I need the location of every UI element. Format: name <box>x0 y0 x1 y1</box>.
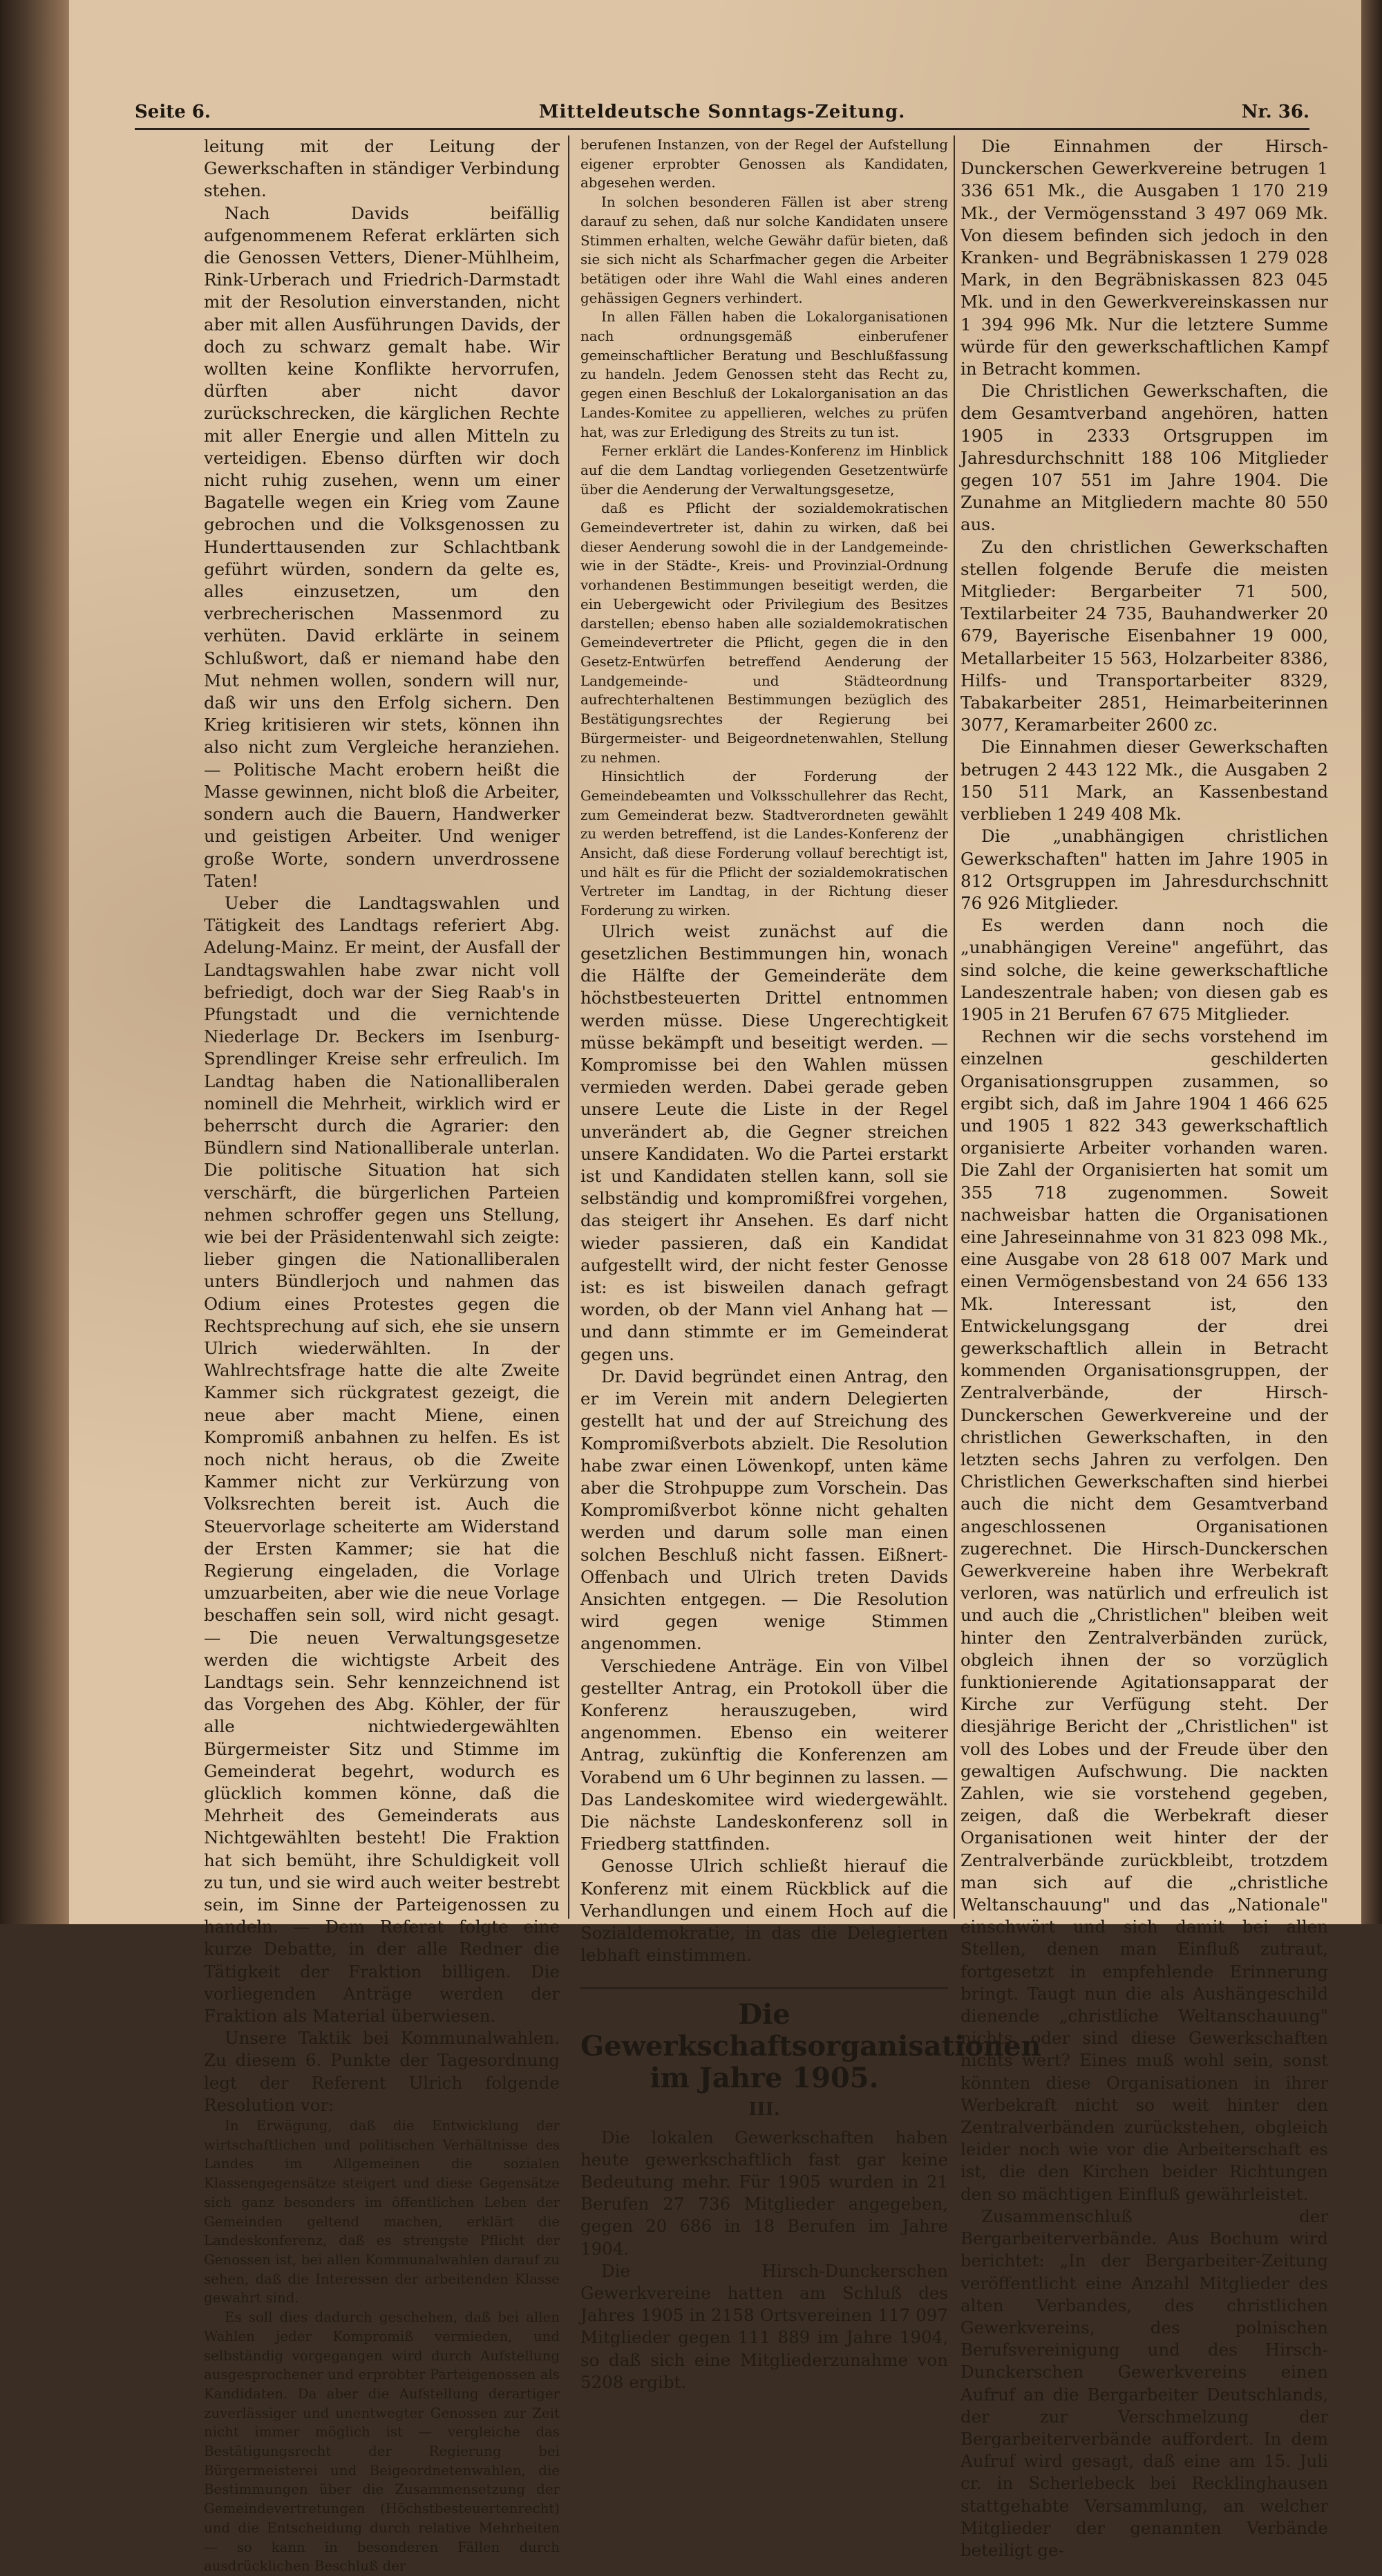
column-1 <box>204 135 560 2576</box>
resolution-text: In allen Fällen haben die Lokalorganisationen nach ordnungsgemäß einberufener gemeinschaftlicher Beratung und Beschlußfassung zu handeln. Jedem Genossen steht das Recht zu, gegen einen Beschluß der Lokalorganisation an das Landes-Komitee zu appellieren, welches zu prüfen hat, was zur Erledigung des Streits zu tun ist. <box>580 309 948 440</box>
resolution-text: daß es Pflicht der sozialdemokratischen Gemeindevertreter ist, dahin zu wirken, daß bei dieser Aenderung sowohl die in der Landgemeinde- wie in der Städte-, Kreis- und Provinzial-Ordnung vorhandenen Bestimmungen beseitigt werden, die ein Uebergewicht oder Privilegium des Besitzes darstellen; ebenso haben alle sozialdemokratischen Gemeindevertreter die Pflicht, gegen die in den Gesetz-Entwürfen betreffend Aenderung der Landgemeinde- und Städteordnung aufrechterhaltenen Bestimmungen bezüglich des Bestätigungsrechtes der Regierung bei Bürgermeister- und Beigeordnetenwahlen, Stellung zu nehmen. <box>580 500 948 766</box>
paragraph: Ueber die Landtagswahlen und Tätigkeit des Landtags referiert Abg. Adelung-Mainz. Er meint, der Ausfall der Landtagswahlen habe zwar nicht voll befriedigt, doch war der Sieg Raab's in Pfungstadt und die vernichtende Niederlage Dr. Beckers im Isenburg-Sprendlinger Kreise sehr erfreulich. Im Landtag haben die Nationalliberalen nominell die Mehrheit, wirklich wird er beherrscht durch die Agrarier: den Bündlern sind Nationalliberale unterlan. Die politische Situation hat sich verschärft, die bürgerlichen Parteien nehmen schroffer gegen uns Stellung, wie bei der Präsidentenwahl sich zeigte: lieber gingen die Nationalliberalen unters Bündlerjoch und nahmen das Odium eines Protestes gegen die Rechtsprechung auf sich, ehe sie unsern Ulrich wiederwählten. In der Wahlrechtsfrage hatte die alte Zweite Kammer sich rückgratest gezeigt, die neue aber macht Miene, einen Kompromiß anbahnen zu helfen. Es ist noch nicht heraus, ob die Zweite Kammer nicht zur Verkürzung von Volksrechten bereit ist. Auch die Steuervorlage scheiterte am Widerstand der Ersten Kammer; sie hat die Regierung eingeladen, die Vorlage umzuarbeiten, aber wie die neue Vorlage beschaffen sein soll, wird nicht gesagt. — Die neuen Verwaltungsgesetze werden die wichtigste Arbeit des Landtags sein. Sehr kennzeichnend ist das Vorgehen des Abg. Köhler, der für alle nichtwiedergewählten Bürgermeister Sitz und Stimme im Gemeinderat begehrt, wodurch es glücklich kommen könne, daß die Mehrheit des Gemeinderats aus Nichtgewählten besteht! Die Fraktion hat sich bemüht, ihre Schuldigkeit voll zu tun, und sie wird auch weiter bestrebt sein, im Sinne der Parteigenossen zu handeln. — Dem Referat folgte eine kurze Debatte, in der alle Redner die Tätigkeit der Fraktion billigen. Die vorliegenden Anträge werden der Fraktion als Material überwiesen. <box>204 892 560 2027</box>
issue-number: Nr. 36. <box>1241 102 1309 122</box>
paragraph: Nach Davids beifällig aufgenommenem Referat erklärten sich die Genossen Vetters, Diener-Mühlheim, Rink-Urberach und Friedrich-Darmstadt mit der Resolution einverstanden, nicht aber mit allen Ausführungen Davids, der doch zu schwarz gemalt habe. Wir wollten keine Konflikte hervorrufen, dürften aber nicht davor zurückschrecken, die kärglichen Rechte mit aller Energie und allen Mitteln zu verteidigen. Ebenso dürften wir doch nicht ruhig zusehen, wenn um einer Bagatelle wegen ein Krieg vom Zaune gebrochen und die Volksgenossen zu Hunderttausenden zur Schlachtbank geführt würden, sondern da gelte es, alles einzusetzen, um den verbrecherischen Massenmord zu verhüten. David erklärte in seinem Schlußwort, daß er niemand habe den Mut nehmen wollen, sondern will nur, daß wir uns den Erfolg sichern. Den Krieg kritisieren wir stets, können ihn also nicht zum Vergleiche heranziehen. — Politische Macht erobern heißt die Masse gewinnen, nicht bloß die Arbeiter, sondern auch die Bauern, Handwerker und geistigen Arbeiter. Und weniger große Worte, sondern unverdrossene Taten! <box>204 203 560 891</box>
resolution-text: Ferner erklärt die Landes-Konferenz im Hinblick auf die dem Landtag vorliegenden Gesetzentwürfe über die Aenderung der Verwaltungsgesetze, <box>580 443 948 498</box>
scan-book-edge-right <box>1361 0 1382 1924</box>
paragraph: Dr. David begründet einen Antrag, den er im Verein mit andern Delegierten gestellt hat und der auf Streichung des Kompromißverbots abzielt. Die Resolution habe zwar einen Löwenkopf, unten käme aber die Strohpuppe zum Vorschein. Das Kompromißverbot könne nicht gehalten werden und darum solle man einen solchen Beschluß nicht fassen. Eißnert-Offenbach und Ulrich treten Davids Ansichten entgegen. — Die Resolution wird gegen wenige Stimmen angenommen. <box>580 1366 948 1654</box>
article-title: Die Gewerkschaftsorganisationen im Jahre 1905. <box>580 1998 1041 2095</box>
paragraph: Genosse Ulrich schließt hierauf die Konferenz mit einem Rückblick auf die Verhandlungen und einem Hoch auf die Sozialdemokratie, in das die Delegierten lebhaft einstimmen. <box>580 1856 948 1966</box>
news-item-bergarbeiter: Zusammenschluß der Bergarbeiterverbände. Aus Bochum wird berichtet: „In der Bergarbeiter-Zeitung veröffentlicht eine Anzahl Mitglieder des alten Verbandes, des christlichen Gewerkvereins, des polnischen Berufsvereinigung und des Hirsch-Dunckerschen Gewerkvereins einen Aufruf an die Bergarbeiter Deutschlands, der zur Verschmelzung der Bergarbeiterverbände auffordert. In dem Aufruf wird gesagt, daß eine am 15. Juli cr. in Scherlebeck bei Recklinghausen stattgehabte Versammlung, an welcher Mitglieder der genannten Verbände beteiligt ge- <box>960 2206 1328 2560</box>
paragraph: Die Einnahmen dieser Gewerkschaften betrugen 2 443 122 Mk., die Ausgaben 2 150 511 Mark, an Kassenbestand verblieben 1 249 408 Mk. <box>960 737 1328 825</box>
resolution-text: In Erwägung, daß die Entwicklung der wirtschaftlichen und politischen Verhältnisse des Landes im Allgemeinen die sozialen Klassengegensätze steigert und diese Gegensätze sich ganz besonders im öffentlichen Leben der Gemeinden geltend machen, erklärt die Landeskonferenz, daß es strengste Pflicht der Genossen ist, bei allen Kommunalwahlen darauf zu sehen, daß die Interessen der arbeitenden Klasse gewahrt sind. <box>204 2118 560 2306</box>
resolution-text: Hinsichtlich der Forderung der Gemeindebeamten und Volksschullehrer das Recht, zum Gemeinderat bezw. Stadtverordneten gewählt zu werden betreffend, ist die Landes-Konferenz der Ansicht, daß diese Forderung vollauf berechtigt ist, und hält es für die Pflicht der sozialdemokratischen Vertreter im Landtag, in der Richtung dieser Forderung zu wirken. <box>580 769 948 919</box>
paragraph: Ulrich weist zunächst auf die gesetzlichen Bestimmungen hin, wonach die Hälfte der Gemeinderäte dem höchstbesteuerten Drittel entnommen werden müsse. Diese Ungerechtigkeit müsse bekämpft und beseitigt werden. — Kompromisse bei den Wahlen müssen vermieden werden. Dabei gerade geben unsere Leute die Liste in der Regel unverändert ab, die Gegner streichen unsere Kandidaten. Wo die Partei erstarkt ist und Kandidaten stellen kann, soll sie selbständig und kompromißfrei vorgehen, das steigert ihr Ansehen. Es darf nicht wieder passieren, daß ein Kandidat aufgestellt wird, der nicht fester Genosse ist: es ist bisweilen danach gefragt worden, ob der Mann viel Anhang hat — und dann stimmte er im Gemeinderat gegen uns. <box>580 921 948 1364</box>
newspaper-title: Mitteldeutsche Sonntags-Zeitung. <box>538 102 906 122</box>
paragraph: Die Hirsch-Dunckerschen Gewerkvereine hatten am Schluß des Jahres 1905 in 2158 Ortsvereinen 117 097 Mitglieder gegen 111 889 im Jahre 1904, so daß sich eine Mitgliederzunahme von 5208 ergibt. <box>580 2260 948 2392</box>
resolution-text: berufenen Instanzen, von der Regel der Aufstellung eigener erprobter Genossen als Kandidaten, abgesehen werden. <box>580 137 948 191</box>
paragraph: Verschiedene Anträge. Ein von Vilbel gestellter Antrag, ein Protokoll über die Konferenz herauszugeben, wird angenommen. Ebenso ein weiterer Antrag, zukünftig die Konferenzen am Vorabend um 6 Uhr beginnen zu lassen. — Das Landeskomitee wird wiedergewählt. Die nächste Landeskonferenz soll in Friedberg stattfinden. <box>580 1655 948 1854</box>
column-3 <box>960 135 1328 2561</box>
column-rule-1 <box>568 135 569 1919</box>
paragraph: Zu den christlichen Gewerkschaften stellen folgende Berufe die meisten Mitglieder: Bergarbeiter 71 500, Textilarbeiter 24 735, Bauhandwerker 20 679, Bayerische Eisenbahner 19 000, Metallarbeiter 15 563, Holzarbeiter 8386, Hilfs- und Transportarbeiter 8329, Tabakarbeiter 2851, Heimarbeiterinnen 3077, Keramarbeiter 2600 zc. <box>960 536 1328 735</box>
resolution-text: In solchen besonderen Fällen ist aber streng darauf zu sehen, daß nur solche Kandidaten unsere Stimmen erhalten, welche Gewähr dafür bieten, daß sie sich nicht als Scharfmacher gegen die Arbeiter betätigen oder ihre Wahl die Wahl eines anderen gehässigen Gegners verhindert. <box>580 194 948 306</box>
column-rule-2 <box>954 135 955 1919</box>
page-header <box>135 100 1309 130</box>
article-heading <box>580 1987 1041 2121</box>
resolution-text: Es soll dies dadurch geschehen, daß bei allen Wahlen jeder Kompromiß vermieden, und selbständig vorgegangen wird durch Aufstellung ausgesprochener und erprobter Parteigenossen als Kandidaten. Da aber die Aufstellung derartiger zuverlässiger und unentwegter Genossen zur Zeit nicht immer möglich ist — vergleiche das Bestätigungsrecht der Regierung bei Bürgermeisterei und Beigeordnetenwahlen, die Bestimmungen über die Zusammensetzung der Gemeindevertretungen (Höchstbesteuertenrecht) und die Entscheidung durch relative Mehrheiten — so kann in besonderen Fällen durch ausdrücklichen Beschluß der <box>204 2309 560 2575</box>
paragraph: Die Christlichen Gewerkschaften, die dem Gesamtverband angehören, hatten 1905 in 2333 Ortsgruppen im Jahresdurchschnitt 188 106 Mitglieder gegen 107 551 im Jahre 1904. Die Zunahme an Mitgliedern machte 80 550 aus. <box>960 381 1328 535</box>
page-number: Seite 6. <box>135 102 211 122</box>
paragraph: Die lokalen Gewerkschaften haben heute gewerkschaftlich fast gar keine Bedeutung mehr. Für 1905 wurden in 21 Berufen 27 736 Mitglieder angegeben, gegen 20 686 in 18 Berufen im Jahre 1904. <box>580 2127 948 2259</box>
article-part-number: III. <box>748 2099 780 2121</box>
paragraph: Die „unabhängigen christlichen Gewerkschaften" hatten im Jahre 1905 in 812 Ortsgruppen im Jahresdurchschnitt 76 926 Mitglieder. <box>960 826 1328 913</box>
paragraph: Unsere Taktik bei Kommunalwahlen. Zu diesem 6. Punkte der Tagesordnung legt der Referent Ulrich folgende Resolution vor: <box>204 2028 560 2115</box>
paragraph: Rechnen wir die sechs vorstehend im einzelnen geschilderten Organisationsgruppen zusammen, so ergibt sich, daß im Jahre 1904 1 466 625 und 1905 1 822 343 gewerkschaftlich organisierte Arbeiter vorhanden waren. Die Zahl der Organisierten hat somit um 355 718 zugenommen. Soweit nachweisbar hatten die Organisationen eine Jahreseinnahme von 31 823 098 Mk., eine Ausgabe von 28 618 007 Mark und einen Vermögensbestand von 24 656 133 Mk. Interessant ist, den Entwickelungsgang der drei gewerkschaftlich allein in Betracht kommenden Organisationsgruppen, der Zentralverbände, der Hirsch-Dunckerschen Gewerkvereine und der christlichen Gewerkschaften, in den letzten sechs Jahren zu verfolgen. Den Christlichen Gewerkschaften sind hierbei auch die nicht dem Gesamtverband angeschlossenen Organisationen zugerechnet. Die Hirsch-Dunckerschen Gewerkvereine haben ihre Werbekraft verloren, was natürlich und erfreulich ist und auch die „Christlichen" bleiben weit hinter den Zentralverbänden zurück, obgleich ihnen der so vorzüglich funktionierende Agitationsapparat der Kirche zur Verfügung steht. Der diesjährige Bericht der „Christlichen" ist voll des Lobes und der Freude über den gewaltigen Aufschwung. Die nackten Zahlen, wie sie vorstehend gegeben, zeigen, daß die Werbekraft dieser Organisationen weit hinter der der Zentralverbände zurückbleibt, trotzdem man sich auf die „christliche Weltanschauung" und das „Nationale" einschwört und sich damit bei allen Stellen, denen man Einfluß zutraut, fortgesetzt in empfehlende Erinnerung bringt. Taugt nun die als Aushängeschild dienende „christliche Weltanschauung" nichts, oder sind diese Gewerkschaften nichts wert? Eines muß wohl sein, sonst könnten diese Organisationen in ihrer Werbekraft nicht so weit hinter den Zentralverbänden zurückstehen, obgleich leider noch wie vor die Arbeiterschaft es ist, die den Kirchen beider Richtungen den so mächtigen Einfluß gewährleistet. <box>960 1026 1328 2204</box>
column-2 <box>580 135 1041 2394</box>
heading-rule <box>580 1987 948 1989</box>
paragraph: Es werden dann noch die „unabhängigen Vereine" angeführt, das sind solche, die keine gewerkschaftliche Landeszentrale haben; von diesen gab es 1905 in 21 Berufen 67 675 Mitglieder. <box>960 915 1328 1024</box>
paragraph: leitung mit der Leitung der Gewerkschaften in ständiger Verbindung stehen. <box>204 136 560 201</box>
paragraph: Die Einnahmen der Hirsch-Dunckerschen Gewerkvereine betrugen 1 336 651 Mk., die Ausgaben 1 170 219 Mk., der Vermögensstand 3 497 069 Mk. Von diesem befinden sich jedoch in den Kranken- und Begräbniskassen 1 279 028 Mark, in den Begräbniskassen 823 045 Mk. und in den Gewerkvereinskassen nur 1 394 996 Mk. Nur die letztere Summe würde für den gewerkschaftlichen Kampf in Betracht kommen. <box>960 136 1328 379</box>
